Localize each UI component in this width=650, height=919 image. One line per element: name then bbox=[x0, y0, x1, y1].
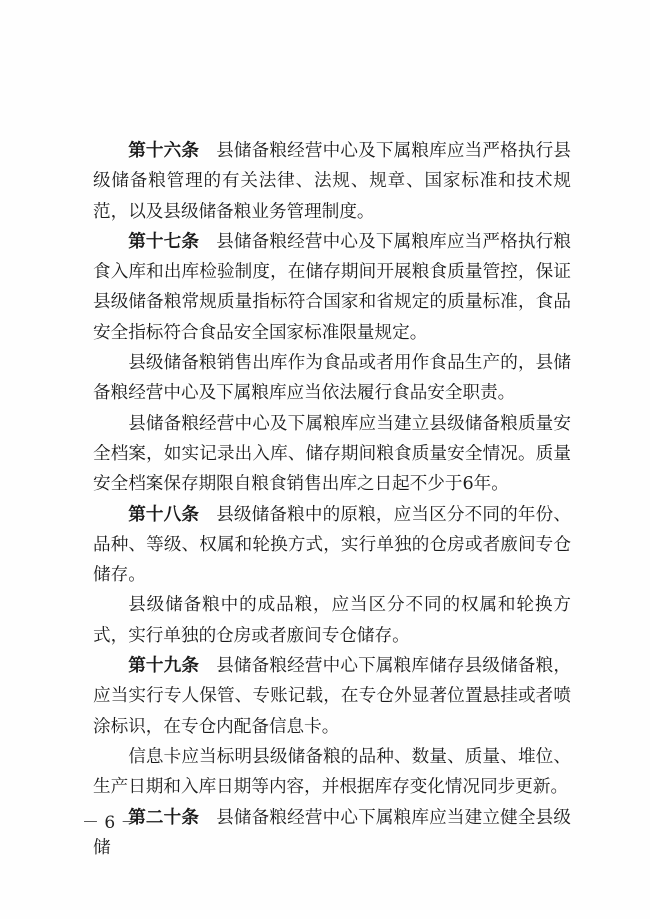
paragraph-article-17 bbox=[93, 227, 571, 348]
paragraph-food-safety-duty bbox=[93, 348, 571, 409]
article-heading: 第十七条 bbox=[128, 231, 200, 252]
paragraph-text: 县级储备粮中的原粮，应当区分不同的年份、品种、等级、权属和轮换方式，实行单独的仓房或者廒间专仓储存。 bbox=[93, 504, 571, 586]
paragraph-info-card bbox=[93, 742, 571, 803]
paragraph-text: 县储备粮经营中心下属粮库储存县级储备粮，应当实行专人保管、专账记载，在专仓外显著位置悬挂或者喷涂标识，在专仓内配备信息卡。 bbox=[93, 656, 571, 737]
paragraph-article-18 bbox=[93, 500, 571, 591]
article-heading: 第十九条 bbox=[128, 656, 200, 677]
paragraph-quality-archive bbox=[93, 409, 571, 500]
paragraph-text: 县储备粮经营中心及下属粮库应当严格执行粮食入库和出库检验制度，在储存期间开展粮食质量管控，保证县级储备粮常规质量指标符合国家和省规定的质量标准，食品安全指标符合食品安全国家标准限量规定。 bbox=[93, 231, 571, 343]
article-heading: 第二十条 bbox=[128, 807, 200, 828]
article-heading: 第十八条 bbox=[128, 504, 200, 525]
paragraph-article-19 bbox=[93, 651, 571, 742]
paragraph-text: 县级储备粮中的成品粮，应当区分不同的权属和轮换方式，实行单独的仓房或者廒间专仓储存。 bbox=[93, 595, 571, 646]
paragraph-article-20 bbox=[93, 803, 571, 864]
document-body bbox=[93, 136, 571, 863]
paragraph-text: 县储备粮经营中心及下属粮库应当建立县级储备粮质量安全档案，如实记录出入库、储存期间粮食质量安全情况。质量安全档案保存期限自粮食销售出库之日起不少于6年。 bbox=[93, 413, 571, 495]
paragraph-finished-grain bbox=[93, 590, 571, 651]
paragraph-text: 信息卡应当标明县级储备粮的品种、数量、质量、堆位、生产日期和入库日期等内容，并根据库存变化情况同步更新。 bbox=[93, 746, 571, 798]
paragraph-text: 县储备粮经营中心及下属粮库应当严格执行县级储备粮管理的有关法律、法规、规章、国家标准和技术规范，以及县级储备粮业务管理制度。 bbox=[93, 141, 571, 222]
paragraph-text: 县储备粮经营中心下属粮库应当建立健全县级储 bbox=[93, 807, 571, 858]
paragraph-text: 县级储备粮销售出库作为食品或者用作食品生产的，县储备粮经营中心及下属粮库应当依法履行食品安全职责。 bbox=[93, 353, 571, 404]
paragraph-article-16 bbox=[93, 136, 571, 227]
article-heading: 第十六条 bbox=[128, 141, 200, 161]
page-number: － 6 － bbox=[82, 813, 138, 833]
